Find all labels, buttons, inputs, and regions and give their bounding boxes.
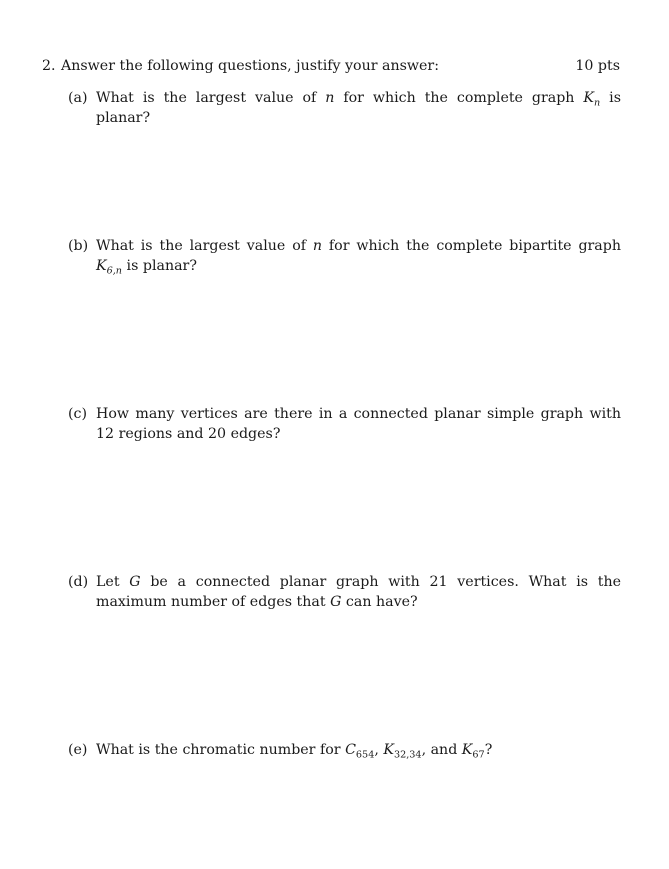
graph-symbol: K bbox=[583, 90, 595, 106]
part-b bbox=[70, 236, 621, 276]
part-e-pre: What is the chromatic number for bbox=[96, 742, 346, 758]
part-e-post: ? bbox=[484, 742, 493, 758]
part-d-label: (d) bbox=[68, 574, 89, 590]
graph-symbol: C bbox=[345, 742, 356, 758]
part-d-mid: be a connected planar graph with 21 vertices. What is the maximum number of edges that bbox=[96, 574, 621, 610]
var-n: n bbox=[312, 238, 323, 254]
part-a-label: (a) bbox=[68, 90, 88, 106]
question-intro: Answer the following questions, justify your answer: bbox=[61, 58, 439, 74]
separator: , and bbox=[421, 742, 462, 758]
graph-subscript: 67 bbox=[472, 749, 485, 761]
var-g: G bbox=[129, 574, 141, 590]
graph-symbol: K bbox=[96, 258, 107, 274]
part-b-post: is planar? bbox=[122, 258, 197, 274]
part-d-post: can have? bbox=[341, 594, 418, 610]
graph-symbol: K bbox=[383, 742, 394, 758]
part-c-text: How many vertices are there in a connected planar simple graph with 12 regions and 20 edges? bbox=[96, 406, 621, 442]
part-a-mid: for which the complete graph bbox=[334, 90, 584, 106]
part-e bbox=[70, 740, 621, 760]
graph-subscript: 32,34 bbox=[393, 749, 422, 761]
part-b-mid: for which the complete bipartite graph bbox=[322, 238, 621, 254]
part-b-label: (b) bbox=[68, 238, 89, 254]
part-a-text bbox=[96, 88, 621, 128]
separator: , bbox=[374, 742, 384, 758]
part-d bbox=[70, 572, 621, 612]
part-a-pre: What is the largest value of bbox=[96, 90, 326, 106]
question-header bbox=[42, 58, 620, 78]
graph-subscript: 654 bbox=[355, 749, 375, 761]
var-n: n bbox=[325, 90, 335, 106]
graph-symbol: K bbox=[461, 742, 473, 758]
part-e-label: (e) bbox=[68, 742, 88, 758]
part-b-pre: What is the largest value of bbox=[96, 238, 313, 254]
part-d-pre: Let bbox=[96, 574, 130, 590]
part-a bbox=[70, 88, 621, 128]
part-a-post: is planar? bbox=[96, 90, 622, 126]
question-number: 2. bbox=[42, 58, 56, 74]
part-c-label: (c) bbox=[68, 406, 88, 422]
graph-subscript: n bbox=[594, 97, 601, 109]
part-d-text bbox=[96, 572, 621, 612]
part-b-text bbox=[96, 236, 621, 276]
part-c bbox=[70, 404, 621, 444]
part-e-text bbox=[96, 740, 621, 760]
var-g: G bbox=[330, 594, 342, 610]
graph-subscript: 6,n bbox=[106, 265, 123, 277]
question-points: 10 pts bbox=[575, 58, 620, 74]
